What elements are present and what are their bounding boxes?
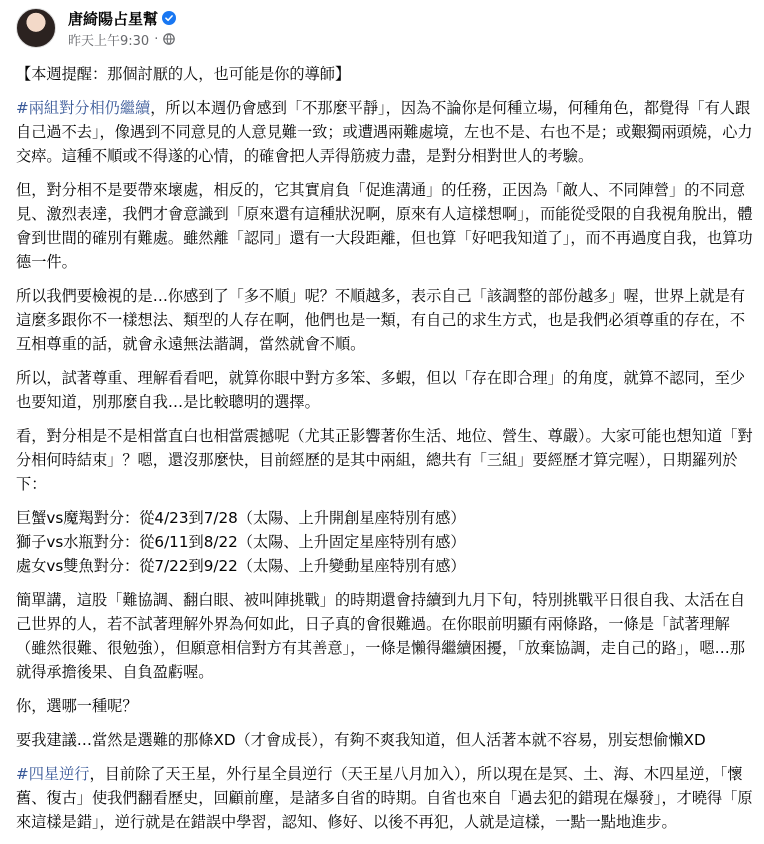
post-timestamp[interactable]: 昨天上午9:30 <box>68 33 150 49</box>
time-row <box>68 29 176 49</box>
paragraph-7: 你，選哪一種呢？ <box>16 697 138 715</box>
list-item: 處女vs雙魚對分：從7/22到9/22（太陽、上升變動星座特別有感） <box>16 557 466 575</box>
list-item: 巨蟹vs魔羯對分：從4/23到7/28（太陽、上升開創星座特別有感） <box>16 509 466 527</box>
author-row <box>68 7 176 29</box>
list-item: 獅子vs水瓶對分：從6/11到8/22（太陽、上升固定星座特別有感） <box>16 533 466 551</box>
post-body <box>16 62 754 844</box>
paragraph-9 <box>16 762 754 834</box>
paragraph-6: 簡單講，這股「難協調、翻白眼、被叫陣挑戰」的時期還會持續到九月下旬，特別挑戰平日很自我、太活在自己世界的人，若不試著理解外界為何如此，日子真的會很難過。在你眼前明顯有兩條路，一條是「試著理解（雖然很難、很勉強），但願意相信對方有其善意」，一條是懶得繼續困擾，「放棄協調，走自己的路」，嗯…那就得承擔後果、自負盈虧喔。 <box>16 591 745 681</box>
paragraph-9-text: ，目前除了天王星，外行星全員逆行（天王星八月加入），所以現在是冥、土、海、木四星逆，「懷舊、復古」使我們翻看歷史，回顧前塵，是諸多自省的時期。自省也來自「過去犯的錯現在爆發」，才曉得「原來這樣是錯」，逆行就是在錯誤中學習，認知、修好、以後不再犯，人就是這樣，一點一點地進步。 <box>16 765 753 831</box>
post-meta <box>68 7 176 49</box>
author-avatar[interactable] <box>16 8 56 48</box>
globe-icon[interactable] <box>163 33 175 45</box>
paragraph-1-text: ，所以本週仍會感到「不那麼平靜」，因為不論你是何種立場，何種角色，都覺得「有人跟自己過不去」，像遇到不同意見的人意見難一致；或遭遇兩難處境，左也不是、右也不是；或艱獨兩頭燒，心力交瘁。這種不順或不得遂的心情，的確會把人弄得筋疲力盡，是對分相對世人的考驗。 <box>16 99 753 165</box>
paragraph-4: 所以，試著尊重、理解看看吧，就算你眼中對方多笨、多蝦，但以「存在即合理」的角度，就算不認同，至少也要知道，別那麼自我…是比較聰明的選擇。 <box>16 369 745 411</box>
paragraph-3: 所以我們要檢視的是…你感到了「多不順」呢？不順越多，表示自己「該調整的部份越多」喔，世界上就是有這麼多跟你不一樣想法、類型的人存在啊，他們也是一類，有自己的求生方式，也是我們必須尊重的存在，不互相尊重的話，就會永遠無法諧調，當然就會不順。 <box>16 287 745 353</box>
paragraph-5: 看，對分相是不是相當直白也相當震撼呢（尤其正影響著你生活、地位、營生、尊嚴）。大家可能也想知道「對分相何時結束」？嗯，還沒那麼快，目前經歷的是其中兩組，總共有「三組」要經歷才算完喔），日期羅列於下： <box>16 427 753 493</box>
paragraph-8: 要我建議…當然是選難的那條XD（才會成長），有夠不爽我知道，但人活著本就不容易，別妄想偷懶XD <box>16 731 706 749</box>
separator-dot: · <box>154 31 159 47</box>
author-name[interactable]: 唐綺陽占星幫 <box>68 9 159 28</box>
verified-badge-icon <box>162 11 176 25</box>
hashtag-link[interactable]: #四星逆行 <box>16 765 90 783</box>
post-header <box>16 5 176 51</box>
paragraph-1 <box>16 96 754 168</box>
paragraph-2: 但，對分相不是要帶來壞處，相反的，它其實肩負「促進溝通」的任務，正因為「敵人、不同陣營」的不同意見、激烈表達，我們才會意識到「原來還有這種狀況啊，原來有人這樣想啊」，而能從受限的自我視角脫出，體會到世間的確別有難處。雖然離「認同」還有一大段距離，但也算「好吧我知道了」，而不再過度自我，也算功德一件。 <box>16 181 753 271</box>
post-title: 【本週提醒：那個討厭的人，也可能是你的導師】 <box>16 65 351 83</box>
hashtag-link[interactable]: #兩組對分相仍繼續 <box>16 99 151 117</box>
